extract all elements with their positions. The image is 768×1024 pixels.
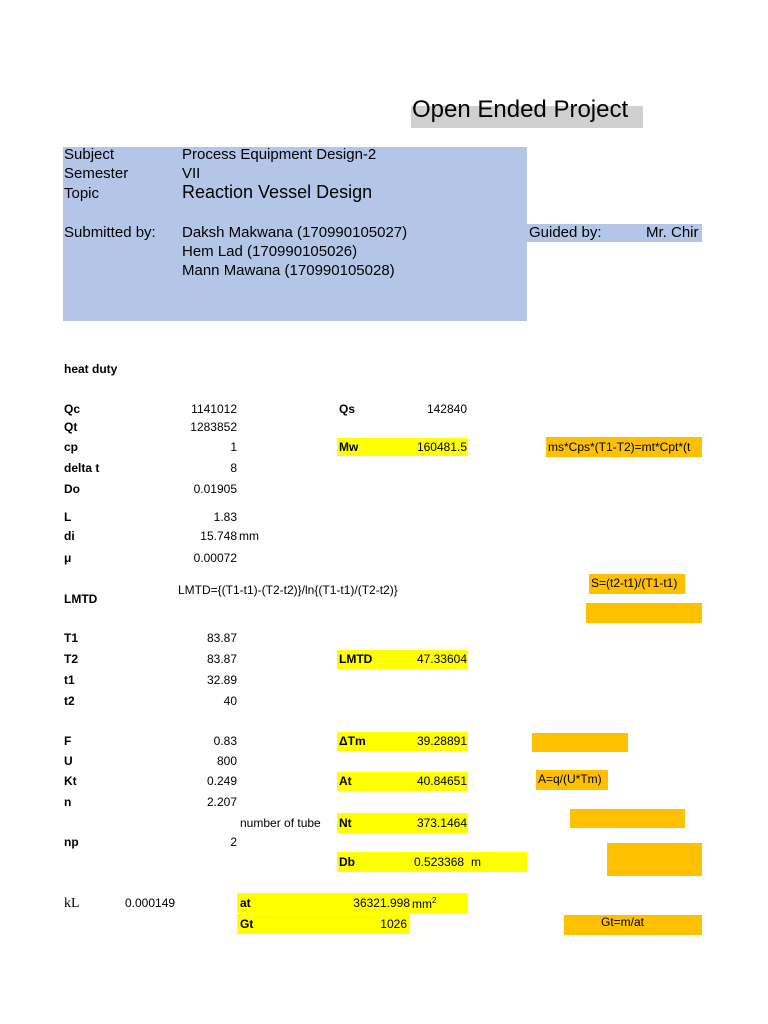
- row-value: 0.83: [213, 734, 237, 748]
- at-label: At: [339, 774, 352, 788]
- s-formula-cell: [589, 574, 685, 594]
- subject-value: Process Equipment Design-2: [182, 146, 377, 163]
- row-value: 8: [230, 461, 237, 475]
- submitted-name: Mann Mawana (170990105028): [182, 262, 395, 279]
- guided-value: Mr. Chir: [646, 224, 699, 241]
- row-label: t1: [64, 673, 75, 687]
- gt-label: Gt: [240, 917, 254, 931]
- qs-label: Qs: [339, 402, 356, 416]
- row-value: 1283852: [190, 420, 237, 434]
- at2-label: at: [240, 896, 251, 910]
- row-value: 800: [216, 754, 237, 768]
- row-label: L: [64, 510, 72, 524]
- row-value: 0.01905: [193, 482, 237, 496]
- row-value: 15.748: [200, 529, 237, 543]
- qs-value: 142840: [426, 402, 467, 416]
- row-label: LMTD: [64, 592, 98, 606]
- row-value: 2.207: [206, 795, 237, 809]
- submitted-name: Hem Lad (170990105026): [182, 243, 358, 260]
- row-label: T2: [64, 652, 79, 666]
- row-label: t2: [64, 694, 75, 708]
- orange-empty-cell: [532, 733, 628, 752]
- kl-label: kL: [64, 896, 80, 911]
- row-label: n: [64, 795, 72, 809]
- row-label: U: [64, 754, 73, 768]
- lmtd-value: 47.33604: [416, 652, 467, 666]
- dtm-label: ΔTm: [339, 734, 366, 748]
- row-label: cp: [64, 440, 79, 454]
- orange-empty-cell: [586, 603, 702, 623]
- row-label: T1: [64, 631, 79, 645]
- row-label: Qc: [64, 402, 81, 416]
- row-value: 1141012: [191, 402, 237, 416]
- row-label: Kt: [64, 774, 77, 788]
- row-label: Do: [64, 482, 80, 496]
- nt-label: Nt: [339, 816, 352, 830]
- row-label: Qt: [64, 420, 78, 434]
- row-value: 40: [223, 694, 237, 708]
- kl-value: 0.000149: [125, 896, 176, 910]
- page-title: Open Ended Project: [412, 96, 629, 123]
- guided-label: Guided by:: [529, 224, 602, 241]
- row-value: 1: [230, 440, 237, 454]
- row-value: 32.89: [206, 673, 237, 687]
- at2-unit-text: mm: [412, 897, 432, 911]
- a-formula-cell: [536, 770, 608, 790]
- mw-label: Mw: [339, 440, 359, 454]
- gt-formula-cell: [564, 915, 702, 935]
- nt-value: 373.1464: [416, 816, 467, 830]
- a-formula: A=q/(U*Tm): [538, 772, 602, 786]
- row-label: F: [64, 734, 72, 748]
- row-label: μ: [64, 551, 72, 565]
- number-of-tube-label: number of tube: [240, 816, 321, 830]
- row-value: 1.83: [213, 510, 237, 524]
- row-label: np: [64, 835, 79, 849]
- lmtd-formula: LMTD={(T1-t1)-(T2-t2)}/ln{(T1-t1)/(T2-t2)}: [178, 583, 398, 597]
- gt-value: 1026: [380, 917, 407, 931]
- di-unit: mm: [239, 529, 259, 543]
- dtm-value: 39.28891: [416, 734, 467, 748]
- db-value: 0.523368: [414, 855, 465, 869]
- submitted-name: Daksh Makwana (170990105027): [182, 224, 408, 241]
- row-value: 0.249: [206, 774, 237, 788]
- row-label: di: [64, 529, 75, 543]
- ms-formula: ms*Cps*(T1-T2)=mt*Cpt*(t: [548, 440, 691, 454]
- row-value: 2: [230, 835, 237, 849]
- lmtd-label: LMTD: [339, 652, 373, 666]
- at-value: 40.84651: [416, 774, 467, 788]
- at2-unit-sup: 2: [432, 896, 437, 905]
- ms-formula-cell: [546, 437, 702, 457]
- heat-duty-label: heat duty: [64, 362, 118, 376]
- at2-unit: [412, 896, 436, 911]
- subject-label: Subject: [64, 146, 115, 163]
- row-label: delta t: [64, 461, 100, 475]
- row-value: 83.87: [206, 652, 237, 666]
- semester-label: Semester: [64, 165, 129, 182]
- orange-empty-cell: [607, 843, 702, 876]
- db-unit: m: [471, 855, 481, 869]
- row-value: 83.87: [206, 631, 237, 645]
- s-formula: S=(t2-t1)/(T1-t1): [591, 576, 678, 590]
- at2-value: 36321.998: [353, 896, 410, 910]
- semester-value: VII: [182, 165, 201, 182]
- row-value: 0.00072: [193, 551, 237, 565]
- submitted-label: Submitted by:: [64, 224, 156, 241]
- orange-empty-cell: [570, 809, 685, 828]
- mw-value: 160481.5: [416, 440, 467, 454]
- topic-value: Reaction Vessel Design: [182, 182, 373, 202]
- db-label: Db: [339, 855, 355, 869]
- topic-label: Topic: [64, 185, 100, 202]
- gt-formula: Gt=m/at: [601, 915, 645, 929]
